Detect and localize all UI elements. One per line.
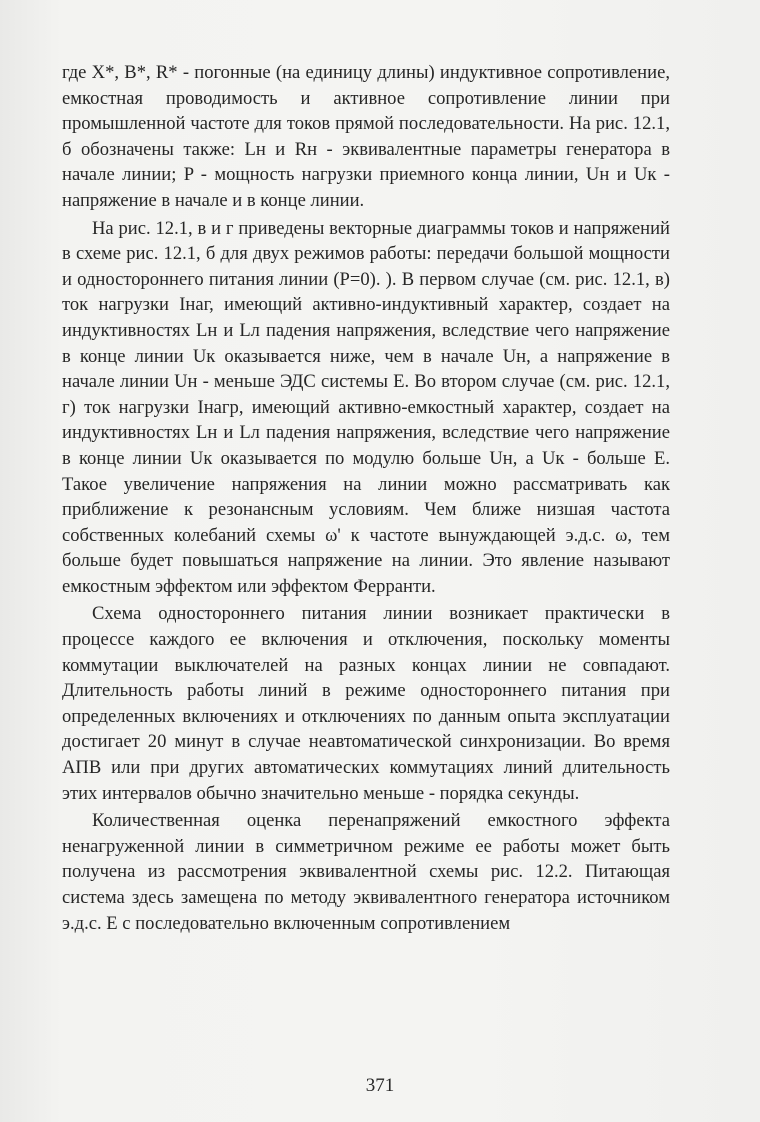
text-body — [62, 60, 670, 936]
paragraph-1: где X*, B*, R* - погонные (на единицу длины) индуктивное сопротивление, емкостная проводимость и активное сопротивление линии при промышленной частоте для токов прямой последовательности. На рис. 12.1, б обозначены также: Lн и Rн - эквивалентные параметры генератора в начале линии; P - мощность нагрузки приемного конца линии, Uн и Uк - напряжение в начале и в конце линии. — [62, 62, 670, 211]
page-number: 371 — [365, 1075, 395, 1096]
paragraph-4: Количественная оценка перенапряжений емкостного эффекта ненагруженной линии в симметричном режиме ее работы может быть получена из рассмотрения эквивалентной схемы рис. 12.2. Питающая система здесь замещена по методу эквивалентного генератора источником э.д.с. E с последовательно включенным сопротивлением — [62, 810, 670, 934]
paragraph-2: На рис. 12.1, в и г приведены векторные диаграммы токов и напряжений в схеме рис. 12.1, б для двух режимов работы: передачи большой мощности и одностороннего питания линии (P=0). ). В первом случае (см. рис. 12.1, в) ток нагрузки Iнаг, имеющий активно-индуктивный характер, создает на индуктивностях Lн и Lл падения напряжения, вследствие чего напряжение в конце линии Uк оказывается ниже, чем в начале Uн, а напряжение в начале линии Uн - меньше ЭДС системы E. Во втором случае (см. рис. 12.1, г) ток нагрузки Iнагр, имеющий активно-емкостный характер, создает на индуктивностях Lн и Lл падения напряжения, вследствие чего напряжение в конце линии Uк оказывается по модулю больше Uн, а Uк - больше E. Такое увеличение напряжения на линии можно рассматривать как приближение к резонансным условиям. Чем ближе низшая частота собственных колебаний схемы ω' к частоте вынуждающей э.д.с. ω, тем больше будет повышаться напряжение на линии. Это явление называют емкостным эффектом или эффектом Ферранти. — [62, 217, 670, 597]
paragraph-3: Схема одностороннего питания линии возникает практически в процессе каждого ее включения и отключения, поскольку моменты коммутации выключателей на разных концах линии не совпадают. Длительность работы линий в режиме одностороннего питания при определенных включениях и отключениях по данным опыта эксплуатации достигает 20 минут в случае неавтоматической синхронизации. Во время АПВ или при других автоматических коммутациях линий длительность этих интервалов обычно значительно меньше - порядка секунды. — [62, 603, 670, 804]
